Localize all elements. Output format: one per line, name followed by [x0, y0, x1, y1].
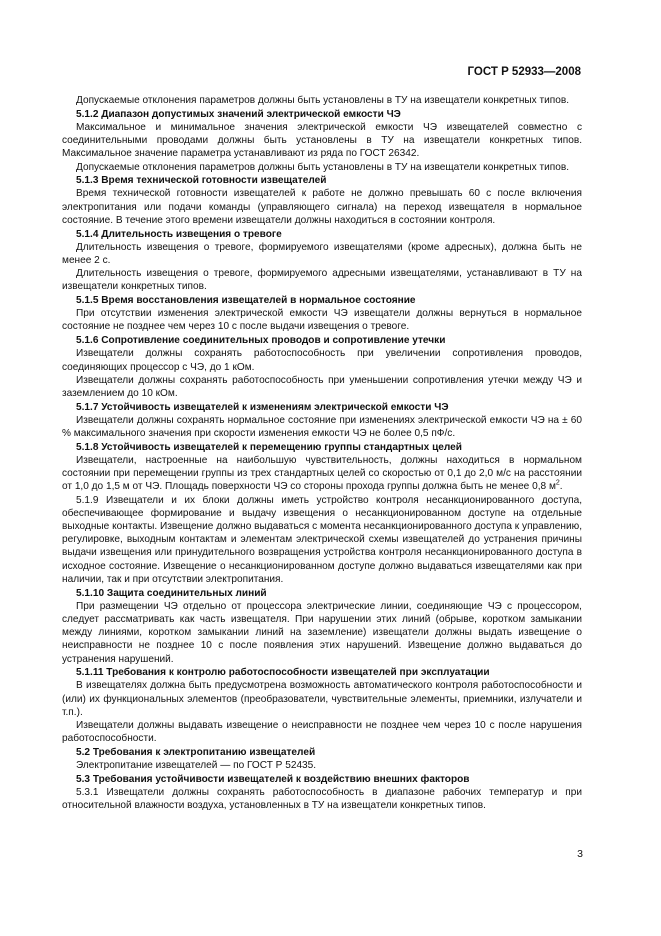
section-heading: 5.1.10 Защита соединительных линий — [76, 587, 267, 599]
paragraph: При размещении ЧЭ отдельно от процессора электрические линии, соединяющие ЧЭ с процессором, следует рассматривать как часть извещателя. При нарушении этих линий (обрыве, коротком замыкании между линиями, коротком замыкании линий на заземление) извещатели должны выдать извещение о неисправности не позднее 10 с после появления этих нарушений. Извещение должно выдаваться до устранения нарушений. — [62, 600, 582, 665]
paragraph: Извещатели должны выдавать извещение о неисправности не позднее чем через 10 с после нарушения работоспособности. — [62, 720, 582, 745]
document-header: ГОСТ Р 52933—2008 — [467, 66, 581, 78]
paragraph: Электропитание извещателей — по ГОСТ Р 52435. — [76, 760, 317, 772]
superscript: 2 — [555, 480, 560, 488]
document-body — [62, 94, 582, 812]
paragraph-text: Извещатели, настроенные на наибольшую чувствительность, должны находиться в нормальном состоянии при перемещении группы из трех стандартных целей со скоростью от 0,1 до 2,0 м/с на расстоянии от 1,0 до 1,5 м от ЧЭ. Площадь поверхности ЧЭ со стороны прохода группы должна быть не менее 0,8 м — [62, 454, 582, 493]
page-number: 3 — [577, 848, 583, 860]
paragraph: Время технической готовности извещателей к работе не должно превышать 60 с после включения электропитания или подачи команды (управляющего сигнала) на переход извещателя в нормальное состояние. В течение этого времени извещатели должны находиться в состоянии контроля. — [62, 188, 582, 226]
section-heading: 5.1.5 Время восстановления извещателей в нормальное состояние — [76, 295, 416, 307]
section-heading: 5.2 Требования к электропитанию извещателей — [76, 746, 316, 758]
paragraph: При отсутствии изменения электрической емкости ЧЭ извещатели должны вернуться в нормальное состояние не позднее чем через 10 с после выдачи извещения о тревоге. — [62, 308, 582, 333]
section-heading: 5.3 Требования устойчивости извещателей к воздействию внешних факторов — [76, 773, 470, 785]
paragraph: В извещателях должна быть предусмотрена возможность автоматического контроля работоспособности и (или) их функциональных элементов (преобразователи, чувствительные элементы, приемники, излучатели и т.п.). — [62, 680, 582, 718]
paragraph: Извещатели должны сохранять работоспособность при уменьшении сопротивления утечки между ЧЭ и заземлением до 10 кОм. — [62, 374, 582, 399]
paragraph: Длительность извещения о тревоге, формируемого адресными извещателями, устанавливают в ТУ на извещатели конкретных типов. — [62, 268, 582, 293]
paragraph: Максимальное и минимальное значения электрической емкости ЧЭ извещателей совместно с соединительными проводами должны быть установлены в ТУ на извещатели конкретных типов. Максимальное значение параметра устанавливают из ряда по ГОСТ 26342. — [62, 121, 582, 160]
section-heading: 5.1.7 Устойчивость извещателей к изменениям электрической емкости ЧЭ — [76, 401, 449, 413]
section-heading: 5.1.6 Сопротивление соединительных проводов и сопротивление утечки — [76, 335, 446, 347]
paragraph — [62, 454, 582, 494]
section-heading: 5.1.4 Длительность извещения о тревоге — [76, 228, 282, 240]
section-heading: 5.1.11 Требования к контролю работоспособности извещателей при эксплуатации — [76, 667, 490, 679]
section-heading: 5.1.8 Устойчивость извещателей к перемещению группы стандартных целей — [76, 441, 462, 453]
paragraph: Извещатели должны сохранять работоспособность при увеличении сопротивления проводов, соединяющих процессор с ЧЭ, до 1 кОм. — [62, 348, 582, 373]
section-heading: 5.1.2 Диапазон допустимых значений электрической емкости ЧЭ — [76, 108, 401, 120]
paragraph: Длительность извещения о тревоге, формируемого извещателями (кроме адресных), должна быть не менее 2 с. — [62, 241, 582, 266]
section-heading: 5.1.3 Время технической готовности извещателей — [76, 175, 327, 187]
paragraph: 5.3.1 Извещатели должны сохранять работоспособность в диапазоне рабочих температур и при относительной влажности воздуха, установленных в ТУ на извещатели конкретных типов. — [62, 787, 582, 812]
paragraph: Допускаемые отклонения параметров должны быть установлены в ТУ на извещатели конкретных типов. — [76, 161, 570, 173]
paragraph-tail: . — [559, 481, 563, 493]
paragraph: 5.1.9 Извещатели и их блоки должны иметь устройство контроля несанкционированного доступа, обеспечивающее формирование и выдачу извещения о несанкционированном доступе на отдельные выходные контакты. Извещение должно выдаваться с момента несанкционированного доступа к управлению, регулировке, выходным контактам и элементам электрической схемы извещателей до устранения причины выдачи извещения или принудительного возвращения устройства контроля несанкционированного доступа в исходное состояние. Извещение о несанкционированном доступе должно выдаваться извещателями как при наличии, так и при отсутствии электропитания. — [62, 494, 582, 585]
paragraph: Допускаемые отклонения параметров должны быть установлены в ТУ на извещатели конкретных типов. — [76, 95, 570, 106]
paragraph: Извещатели должны сохранять нормальное состояние при изменениях электрической емкости ЧЭ на ± 60 % максимального значения при скорости изменения емкости ЧЭ не более 0,5 пФ/с. — [62, 414, 582, 440]
